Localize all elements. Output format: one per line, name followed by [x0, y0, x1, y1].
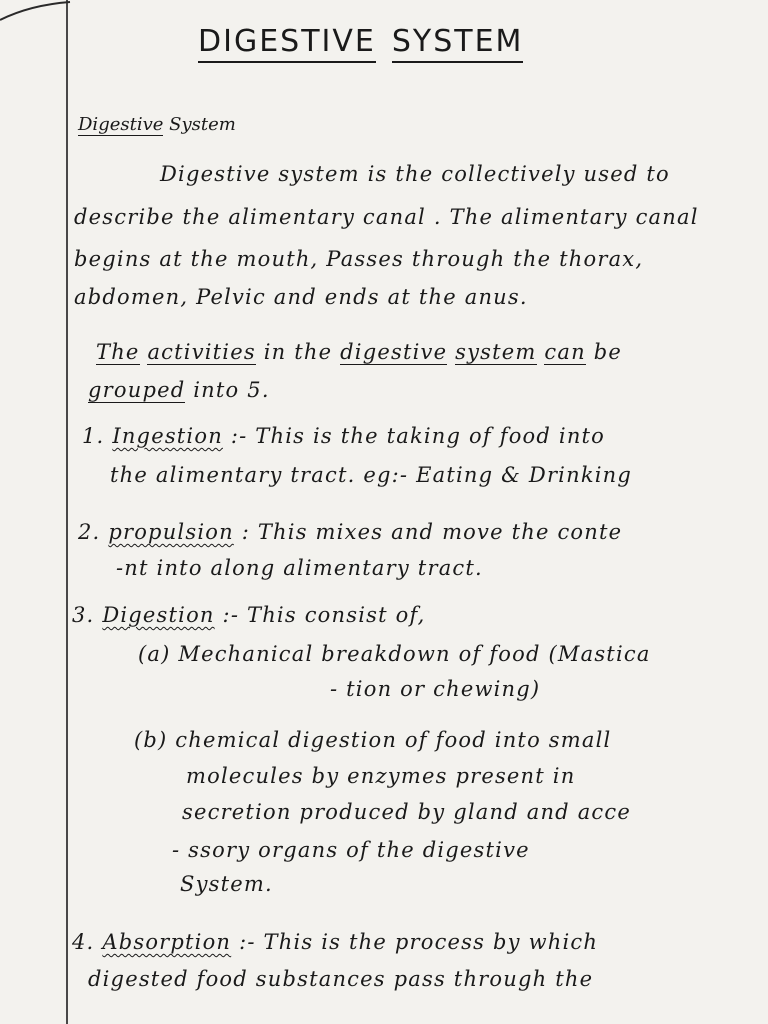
item-digestion-b-line-2: molecules by enzymes present in — [186, 764, 576, 788]
para2-word: in the — [263, 340, 333, 364]
item-number: 1. — [82, 424, 105, 448]
item-digestion-b-line-4: - ssory organs of the digestive — [172, 838, 530, 862]
item-digestion-a-line-1: (a) Mechanical breakdown of food (Mastica — [138, 642, 651, 666]
para1-line-1: Digestive system is the collectively used to — [160, 162, 670, 186]
item-digestion-line-1 — [72, 603, 426, 627]
item-text: :- This is the taking of food into — [230, 424, 606, 448]
item-absorption-line-2: digested food substances pass through the — [88, 967, 594, 991]
item-term: Digestion — [102, 603, 215, 627]
para2-line-2 — [88, 378, 270, 402]
para1-line-4: abdomen, Pelvic and ends at the anus. — [74, 285, 528, 309]
para2-word: The — [96, 340, 140, 364]
section-heading-word-2: System — [169, 114, 236, 135]
item-number: 2. — [78, 520, 101, 544]
item-ingestion-line-1 — [82, 424, 605, 448]
item-text: : This mixes and move the conte — [241, 520, 623, 544]
item-text: :- This is the process by which — [239, 930, 599, 954]
title-word-2: SYSTEM — [392, 24, 524, 63]
item-propulsion-line-1 — [78, 520, 622, 544]
para2-word: digestive — [340, 340, 448, 364]
section-heading — [78, 114, 236, 135]
item-term: Absorption — [102, 930, 232, 954]
item-number: 4. — [72, 930, 95, 954]
para2-word: activities — [147, 340, 256, 364]
section-heading-word-1: Digestive — [78, 114, 164, 135]
item-digestion-a-line-2: - tion or chewing) — [330, 677, 541, 701]
para2-word: system — [455, 340, 537, 364]
item-digestion-b-line-1: (b) chemical digestion of food into small — [134, 728, 612, 752]
item-absorption-line-1 — [72, 930, 598, 954]
para2-word: be — [593, 340, 622, 364]
para1-line-2: describe the alimentary canal . The alimentary canal — [74, 205, 699, 229]
para2-line-1 — [96, 340, 622, 364]
margin-line — [66, 0, 68, 1024]
item-digestion-b-line-5: System. — [180, 872, 273, 896]
item-digestion-b-line-3: secretion produced by gland and acce — [182, 800, 631, 824]
item-number: 3. — [72, 603, 95, 627]
para1-line-3: begins at the mouth, Passes through the thorax, — [74, 247, 644, 271]
page-title — [198, 24, 523, 59]
title-word-1: DIGESTIVE — [198, 24, 376, 63]
item-propulsion-line-2: -nt into along alimentary tract. — [116, 556, 483, 580]
para2-word: can — [544, 340, 586, 364]
item-term: propulsion — [108, 520, 234, 544]
page-corner-curve — [0, 0, 90, 30]
para2-word: into 5. — [193, 378, 270, 402]
item-text: :- This consist of, — [222, 603, 426, 627]
item-term: Ingestion — [112, 424, 223, 448]
item-ingestion-line-2: the alimentary tract. eg:- Eating & Drinking — [110, 463, 633, 487]
para2-word: grouped — [88, 378, 186, 402]
